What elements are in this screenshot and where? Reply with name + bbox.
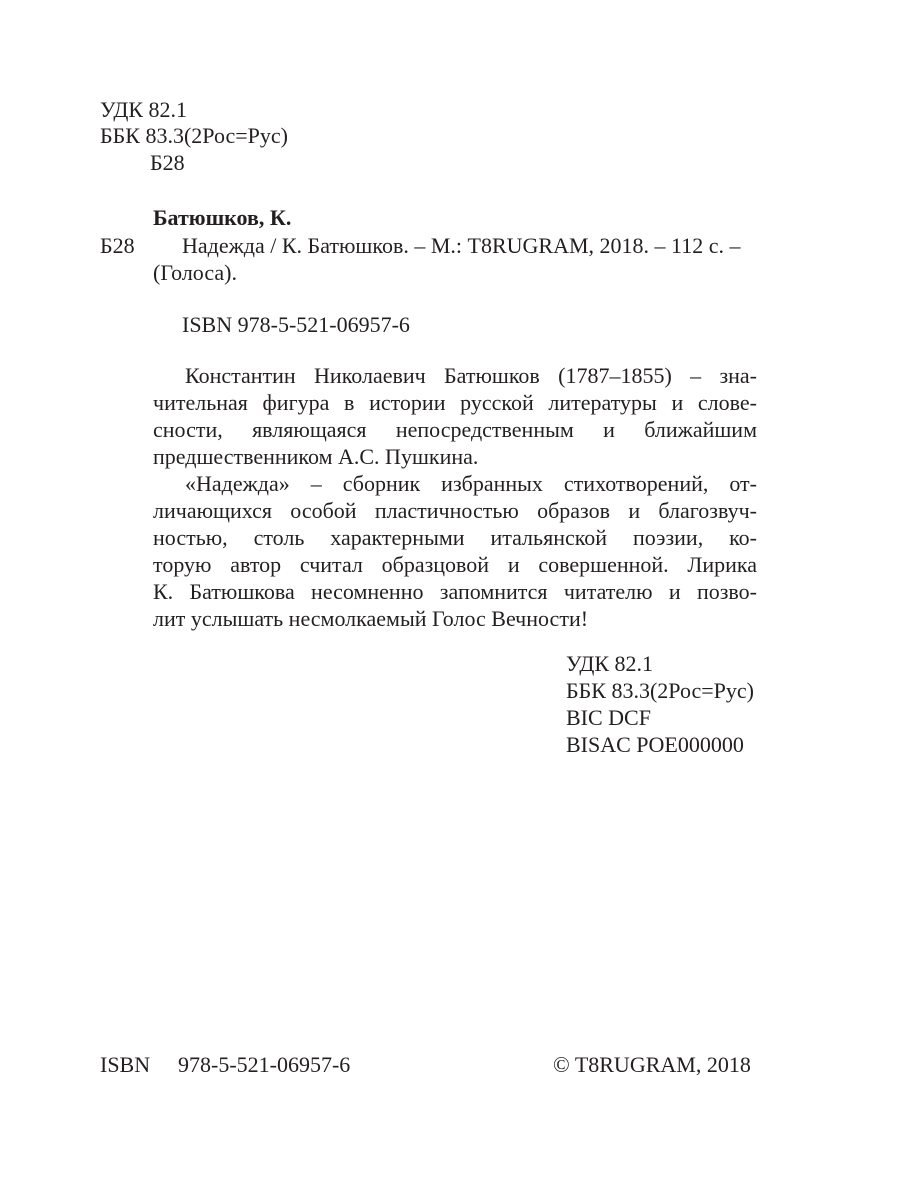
annotation-line: лит услышать несмолкаемый Голос Вечности!	[153, 606, 589, 631]
annotation-line: «Надежда» – сборник избранных стихотворений, от-	[185, 471, 757, 496]
annotation-paragraph-1	[153, 362, 757, 470]
annotation-line: Константин Николаевич Батюшков (1787–1855) – зна-	[185, 363, 757, 388]
record-series: (Голоса).	[153, 260, 237, 285]
record-shelf-mark: Б28	[100, 233, 135, 258]
record-title-line: Надежда / К. Батюшков. – М.: T8RUGRAM, 2018. – 112 с. –	[182, 233, 741, 258]
annotation-line: К. Батюшкова несомненно запомнится читателю и позво-	[153, 579, 757, 604]
classification-bisac: BISAC POE000000	[566, 732, 744, 757]
classification-udk: УДК 82.1	[566, 651, 654, 676]
header-author-mark: Б28	[150, 150, 185, 175]
classification-bic: BIC DCF	[566, 705, 651, 730]
annotation-line: торую автор считал образцовой и совершенной. Лирика	[153, 552, 757, 577]
footer-copyright: © T8RUGRAM, 2018	[553, 1052, 751, 1077]
annotation-line: личающихся особой пластичностью образов и благозвуч-	[153, 498, 757, 523]
annotation-line: чительная фигура в истории русской литературы и слове-	[153, 390, 757, 415]
record-isbn: ISBN 978-5-521-06957-6	[182, 312, 410, 337]
annotation-line: ностью, столь характерными итальянской поэзии, ко-	[153, 525, 757, 550]
classification-bbk: ББК 83.3(2Рос=Рус)	[566, 678, 754, 703]
annotation-paragraph-2	[153, 470, 757, 632]
record-author: Батюшков, К.	[153, 205, 292, 230]
annotation-line: сности, являющаяся непосредственным и ближайшим	[153, 417, 757, 442]
footer-isbn-number: 978-5-521-06957-6	[178, 1052, 351, 1077]
annotation-line: предшественником А.С. Пушкина.	[153, 444, 479, 469]
header-bbk: ББК 83.3(2Рос=Рус)	[100, 123, 288, 148]
header-udk: УДК 82.1	[100, 97, 188, 122]
classification-block	[566, 650, 754, 758]
footer-isbn-label: ISBN	[100, 1052, 151, 1077]
